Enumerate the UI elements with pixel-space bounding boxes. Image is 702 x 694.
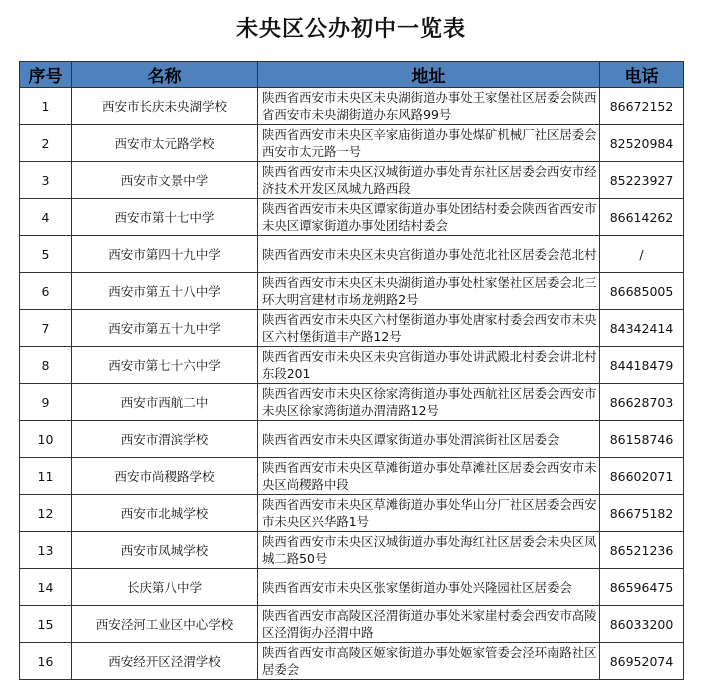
school-address: 陕西省西安市未央区汉城街道办事处青东社区居委会西安市经济技术开发区凤城九路西段 bbox=[258, 162, 600, 199]
school-name: 西安市第五十九中学 bbox=[72, 310, 258, 347]
school-name: 西安市尚稷路学校 bbox=[72, 458, 258, 495]
row-no: 2 bbox=[20, 125, 72, 162]
school-name: 西安市第四十九中学 bbox=[72, 236, 258, 273]
school-name: 西安市渭滨学校 bbox=[72, 421, 258, 458]
school-name: 西安经开区泾渭学校 bbox=[72, 643, 258, 680]
page-title: 未央区公办初中一览表 bbox=[235, 17, 466, 42]
school-address: 陕西省西安市未央区辛家庙街道办事处煤矿机械厂社区居委会西安市太元路一号 bbox=[258, 125, 600, 162]
school-address: 陕西省西安市未央区谭家街道办事处渭滨街社区居委会 bbox=[258, 421, 600, 458]
table-body bbox=[20, 88, 684, 680]
table-row bbox=[20, 88, 684, 125]
schools-table bbox=[19, 61, 684, 680]
table-row bbox=[20, 569, 684, 606]
row-no: 10 bbox=[20, 421, 72, 458]
table-row bbox=[20, 421, 684, 458]
table-row bbox=[20, 384, 684, 421]
school-name: 西安市太元路学校 bbox=[72, 125, 258, 162]
school-phone: 86596475 bbox=[600, 569, 684, 606]
school-address: 陕西省西安市高陵区泾渭街道办事处米家崖村委会西安市高陵区泾渭街办泾渭中路 bbox=[258, 606, 600, 643]
row-no: 5 bbox=[20, 236, 72, 273]
table-row bbox=[20, 199, 684, 236]
school-address: 陕西省西安市未央区草滩街道办事处华山分厂社区居委会西安市未央区兴华路1号 bbox=[258, 495, 600, 532]
school-address: 陕西省西安市未央区汉城街道办事处海红社区居委会未央区凤城二路50号 bbox=[258, 532, 600, 569]
school-address: 陕西省西安市未央区草滩街道办事处草滩社区居委会西安市未央区尚稷路中段 bbox=[258, 458, 600, 495]
table-row bbox=[20, 347, 684, 384]
school-name: 西安市文景中学 bbox=[72, 162, 258, 199]
school-address: 陕西省西安市高陵区姬家街道办事处姬家管委会泾环南路社区居委会 bbox=[258, 643, 600, 680]
school-phone: 86685005 bbox=[600, 273, 684, 310]
row-no: 9 bbox=[20, 384, 72, 421]
school-name: 长庆第八中学 bbox=[72, 569, 258, 606]
row-no: 11 bbox=[20, 458, 72, 495]
school-phone: 86521236 bbox=[600, 532, 684, 569]
school-phone: / bbox=[600, 236, 684, 273]
row-no: 1 bbox=[20, 88, 72, 125]
school-phone: 86628703 bbox=[600, 384, 684, 421]
school-phone: 86952074 bbox=[600, 643, 684, 680]
school-phone: 84342414 bbox=[600, 310, 684, 347]
table-row bbox=[20, 236, 684, 273]
header-address: 地址 bbox=[258, 62, 600, 88]
school-phone: 86614262 bbox=[600, 199, 684, 236]
school-phone: 85223927 bbox=[600, 162, 684, 199]
school-name: 西安市第五十八中学 bbox=[72, 273, 258, 310]
row-no: 8 bbox=[20, 347, 72, 384]
school-address: 陕西省西安市未央区未央宫街道办事处讲武殿北村委会讲北村东段201 bbox=[258, 347, 600, 384]
table-row bbox=[20, 310, 684, 347]
school-phone: 86158746 bbox=[600, 421, 684, 458]
school-address: 陕西省西安市未央区徐家湾街道办事处西航社区居委会西安市未央区徐家湾街道办渭清路12号 bbox=[258, 384, 600, 421]
table-header bbox=[20, 62, 684, 88]
school-name: 西安市凤城学校 bbox=[72, 532, 258, 569]
row-no: 12 bbox=[20, 495, 72, 532]
row-no: 3 bbox=[20, 162, 72, 199]
table-row bbox=[20, 162, 684, 199]
school-name: 西安市北城学校 bbox=[72, 495, 258, 532]
row-no: 13 bbox=[20, 532, 72, 569]
school-name: 西安泾河工业区中心学校 bbox=[72, 606, 258, 643]
school-address: 陕西省西安市未央区六村堡街道办事处唐家村委会西安市未央区六村堡街道丰产路12号 bbox=[258, 310, 600, 347]
header-no: 序号 bbox=[20, 62, 72, 88]
table-row bbox=[20, 606, 684, 643]
header-name: 名称 bbox=[72, 62, 258, 88]
header-phone: 电话 bbox=[600, 62, 684, 88]
table-row bbox=[20, 273, 684, 310]
row-no: 15 bbox=[20, 606, 72, 643]
school-name: 西安市第七十六中学 bbox=[72, 347, 258, 384]
school-phone: 82520984 bbox=[600, 125, 684, 162]
table-row bbox=[20, 125, 684, 162]
school-phone: 86602071 bbox=[600, 458, 684, 495]
row-no: 4 bbox=[20, 199, 72, 236]
header-row bbox=[20, 62, 684, 88]
table-row bbox=[20, 532, 684, 569]
school-name: 西安市西航二中 bbox=[72, 384, 258, 421]
school-name: 西安市第十七中学 bbox=[72, 199, 258, 236]
school-address: 陕西省西安市未央区未央宫街道办事处范北社区居委会范北村 bbox=[258, 236, 600, 273]
row-no: 7 bbox=[20, 310, 72, 347]
table-row bbox=[20, 458, 684, 495]
school-address: 陕西省西安市未央区张家堡街道办事处兴隆园社区居委会 bbox=[258, 569, 600, 606]
school-address: 陕西省西安市未央区未央湖街道办事处王家堡社区居委会陕西省西安市未央湖街道办东风路99号 bbox=[258, 88, 600, 125]
school-phone: 86672152 bbox=[600, 88, 684, 125]
school-phone: 86033200 bbox=[600, 606, 684, 643]
row-no: 16 bbox=[20, 643, 72, 680]
row-no: 14 bbox=[20, 569, 72, 606]
row-no: 6 bbox=[20, 273, 72, 310]
school-address: 陕西省西安市未央区未央湖街道办事处杜家堡社区居委会北三环大明宫建材市场龙朔路2号 bbox=[258, 273, 600, 310]
table-row bbox=[20, 643, 684, 680]
school-phone: 86675182 bbox=[600, 495, 684, 532]
school-phone: 84418479 bbox=[600, 347, 684, 384]
school-name: 西安市长庆未央湖学校 bbox=[72, 88, 258, 125]
school-address: 陕西省西安市未央区谭家街道办事处团结村委会陕西省西安市未央区谭家街道办事处团结村委会 bbox=[258, 199, 600, 236]
table-row bbox=[20, 495, 684, 532]
